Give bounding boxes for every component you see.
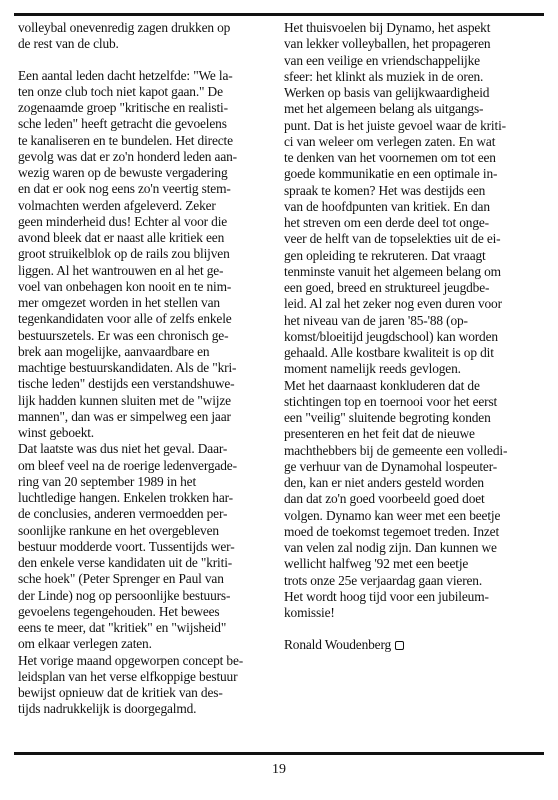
text-line: Werken op basis van gelijkwaardigheid (284, 85, 490, 100)
text-line: komst/bloeitijd jeugdschool) kan worden (284, 328, 498, 344)
text-line: voel van onbehagen kon nooit en te nim- (18, 278, 232, 294)
text-line: gevoelens tegengehouden. Het bewees (18, 603, 220, 619)
text-line: tenminste vanuit het algemeen belang om (284, 263, 501, 279)
paragraph (18, 68, 270, 442)
left-column (18, 20, 270, 718)
paragraph (18, 653, 270, 718)
text-line: Het thuisvoelen bij Dynamo, het aspekt (284, 20, 491, 35)
text-line: Een aantal leden dacht hetzelfde: "We la- (18, 67, 233, 83)
text-line: van lekker volleyballen, het propageren (284, 36, 491, 52)
right-column (284, 20, 546, 654)
paragraph (18, 20, 270, 53)
text-line: avond bleek dat er naast alle kritiek een (18, 230, 225, 245)
text-line: leid. Al zal het zeker nog even duren voor (284, 296, 502, 312)
signature (284, 637, 404, 653)
text-line: Met het daarnaast konkluderen dat de (284, 377, 480, 393)
text-line: den, kan er niet anders gesteld worden (284, 475, 484, 490)
text-line: te denken van het voornemen om tot een (284, 150, 496, 165)
text-line: machtige bestuurskandidaten. Als de "kri- (18, 360, 237, 375)
top-rule (14, 13, 544, 16)
text-line: groot struikelblok op de rails zou blijven (18, 246, 230, 262)
text-line: eens te meer, dat "kritiek" en "wijsheid" (18, 620, 227, 635)
text-line: presenteren en het feit dat de nieuwe (284, 426, 475, 442)
text-line: punt. Dat is het juiste gevoel waar de kriti- (284, 117, 506, 133)
text-line: om elkaar verlegen zaten. (18, 636, 152, 652)
text-line: en dat er ook nog eens zo'n veertig stem- (18, 181, 231, 197)
text-line: luchtledige hangen. Enkelen trokken har- (18, 490, 233, 505)
text-line: volgen. Dynamo kan weer met een beetje (284, 507, 501, 523)
text-line: brek aan mogelijke, aanvaardbare en (18, 343, 210, 359)
text-line: ci van weleer om verlegen zaten. En wat (284, 133, 496, 149)
text-line: de conclusies, anderen vermoedden per- (18, 506, 228, 522)
text-line: liggen. Al het wantrouwen en al het ge- (18, 262, 224, 278)
text-line: een "veilig" sluitende begroting konden (284, 410, 491, 425)
text-line: ten onze club toch niet kapot gaan." De (18, 83, 223, 99)
text-line: om bleef veel na de roerige ledenvergade- (18, 457, 237, 473)
text-line: der Linde) nog op persoonlijke bestuurs- (18, 587, 231, 603)
paragraph (284, 378, 546, 622)
author-name: Ronald Woudenberg (284, 637, 392, 653)
text-line: bestuurszetels. Er was een chronisch ge- (18, 327, 229, 343)
text-line: ge verhuur van de Dynamohal lospeuter- (284, 458, 498, 474)
text-line: wellicht halfweg '92 met een beetje (284, 556, 469, 572)
text-line: bewijst opnieuw dat de kritiek van des- (18, 685, 223, 700)
text-line: bestuur modderde voort. Tussentijds wer- (18, 538, 235, 554)
text-line: van een veilige en vriendschappelijke (284, 52, 480, 68)
text-line: stichtingen top en toernooi voor het eerst (284, 393, 498, 409)
text-line: sfeer: het klinkt als muziek in de oren. (284, 68, 484, 84)
paragraph (18, 441, 270, 652)
text-line: volmachten werden afgeleverd. Zeker (18, 197, 216, 213)
paragraph (284, 20, 546, 378)
text-line: gen opleiding te rekruteren. Dat vraagt (284, 247, 486, 263)
text-line: mannen", dan was er simpelweg een jaar (18, 408, 231, 424)
text-line: te kanaliseren en te bundelen. Het directe (18, 132, 233, 148)
text-line: gehaald. Alle kostbare kwaliteit is op dit (284, 345, 494, 360)
text-line: moment namelijk reeds gevlogen. (284, 361, 461, 377)
text-line: het niveau van de jaren '85-'88 (op- (284, 312, 468, 328)
end-box-icon (395, 641, 404, 650)
text-line: met het algemeen belang als uitgangs- (284, 101, 484, 117)
text-line: van de hoofdpunten van kritiek. En dan (284, 198, 490, 214)
text-line: goede kommunikatie en een optimale in- (284, 166, 498, 182)
bottom-rule (14, 752, 544, 755)
text-line: Dat laatste was dus niet het geval. Daar- (18, 441, 228, 457)
text-line: spraak te komen? Het was destijds een (284, 182, 486, 198)
text-line: mer omgezet worden in het stellen van (18, 295, 220, 310)
text-line: trots onze 25e verjaardag gaan vieren. (284, 572, 483, 588)
text-line: zogenaamde groep "kritische en realisti- (18, 100, 228, 115)
signature-paragraph (284, 637, 546, 653)
text-line: sche leden" heeft getracht die gevoelens (18, 116, 227, 132)
text-line: sche hoek" (Peter Sprenger en Paul van (18, 571, 224, 587)
text-line: leidsplan van het verse elfkoppige bestuur (18, 668, 238, 684)
page-number: 19 (272, 762, 286, 777)
text-line: soonlijke rankune en het overgebleven (18, 522, 219, 538)
text-line: Het vorige maand opgeworpen concept be- (18, 652, 244, 668)
text-line: tijds nadrukkelijk is doorgegalmd. (18, 701, 197, 717)
text-line: ring van 20 september 1989 in het (18, 473, 197, 489)
text-line: dan dat zo'n goed voorbeeld goed doet (284, 491, 485, 507)
text-line: volleybal onevenredig zagen drukken op (18, 20, 231, 35)
text-line: lijk hadden kunnen sluiten met de "wijze (18, 392, 231, 408)
text-line: tegenkandidaten voor alle of zelfs enkele (18, 311, 232, 327)
text-line: de rest van de club. (18, 36, 119, 52)
text-line: van velen zal nodig zijn. Dan kunnen we (284, 540, 497, 555)
text-line: den enkele verse kandidaten uit de "kriti- (18, 555, 233, 570)
text-line: het streven om een derde deel tot onge- (284, 215, 489, 230)
text-line: veer de helft van de topselekties uit de ei- (284, 231, 501, 247)
text-line: een goed, breed en struktureel jeugdbe- (284, 280, 490, 295)
text-line: moed de toekomst tegemoet treden. Inzet (284, 523, 500, 539)
text-line: komissie! (284, 605, 335, 620)
text-line: wezig waren op de bewuste vergadering (18, 165, 228, 180)
text-line: machthebbers bij de gemeente een volledi- (284, 442, 508, 458)
text-line: geen minderheid dus! Echter al voor die (18, 213, 228, 229)
text-line: Het wordt hoog tijd voor een jubileum- (284, 588, 489, 604)
text-line: winst geboekt. (18, 425, 95, 440)
text-line: tische leden" destijds een verstandshuwe- (18, 376, 235, 392)
text-line: gevolg was dat er zo'n honderd leden aan- (18, 148, 237, 164)
